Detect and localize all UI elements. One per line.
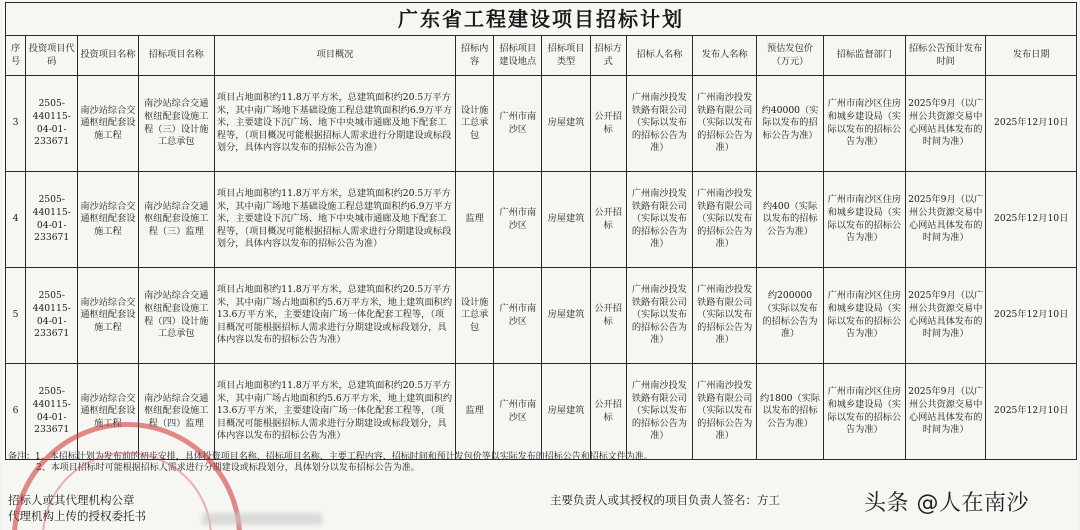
cell-date: 2025年12月10日 <box>986 268 1077 364</box>
table-row <box>6 76 1077 172</box>
column-header: 发布人名称 <box>693 36 757 76</box>
cell-method: 公开招标 <box>590 172 626 268</box>
column-header: 预估发包价（万元） <box>757 36 823 76</box>
cell-tender-name: 南沙站综合交通枢纽配套设施工程（三）设计施工总承包 <box>138 76 214 172</box>
cell-overview: 项目占地面积约11.8万平方米，总建筑面积约20.5万平方米，其中南广场占地面积约5.6万平方米，地上建筑面积约13.6万平方米，主要建设南广场一体化配套工程等，（项目概况可能根据招标人需求进行分期建设或标段划分，具体内容以发布的招标公告为准） <box>214 268 455 364</box>
cell-method: 公开招标 <box>590 76 626 172</box>
column-header: 项目概况 <box>214 36 455 76</box>
notes-block <box>8 452 653 474</box>
note-1: 1、本招标计划为发布前的初步安排，具体投资项目名称、招标项目名称、主要工程内容、招标时间和预计发包价等以实际发布的招标公告和招标文件为准。 <box>35 452 653 462</box>
cell-project-name: 南沙站综合交通枢纽配套设施工程 <box>78 364 138 460</box>
cell-price: 约1800（实际以发布的招标公告为准） <box>757 364 823 460</box>
seal-caption: 招标人或其代理机构公章 <box>8 493 135 507</box>
cell-code: 2505-440115-04-01-233671 <box>26 172 78 268</box>
cell-publisher: 广州南沙投发铁路有限公司（实际以发布的招标公告为准） <box>693 268 757 364</box>
cell-code: 2505-440115-04-01-233671 <box>26 268 78 364</box>
column-header: 投资项目名称 <box>78 36 138 76</box>
cell-overview: 项目占地面积约11.8万平方米，总建筑面积约20.5万平方米，其中南广场地下基础设施工程总建筑面积约6.9万平方米，主要建设下沉广场、地下中央城市通廊及地下配套工程等，（项目概况可能根据招标人需求进行分期建设或标段划分，具体内容以发布的招标公告为准） <box>214 172 455 268</box>
cell-supervisor: 广州市南沙区住房和城乡建设局（实际以发布的招标公告为准） <box>823 76 905 172</box>
cell-content: 监理 <box>456 172 494 268</box>
column-header: 招标项目名称 <box>138 36 214 76</box>
cell-code: 2505-440115-04-01-233671 <box>26 364 78 460</box>
cell-announce-time: 2025年9月（以广州公共资源交易中心网站具体发布的时间为准） <box>906 364 986 460</box>
cell-announce-time: 2025年9月（以广州公共资源交易中心网站具体发布的时间为准） <box>906 268 986 364</box>
redacted-area <box>202 513 322 525</box>
cell-type: 房屋建筑 <box>542 172 590 268</box>
cell-tender-name: 南沙站综合交通枢纽配套设施工程（四）设计施工总承包 <box>138 268 214 364</box>
cell-tenderer: 广州南沙投发铁路有限公司（实际以发布的招标公告为准） <box>626 76 692 172</box>
cell-announce-time: 2025年9月（以广州公共资源交易中心网站具体发布的时间为准） <box>906 172 986 268</box>
cell-code: 2505-440115-04-01-233671 <box>26 76 78 172</box>
cell-overview: 项目占地面积约11.8万平方米，总建筑面积约20.5万平方米，其中南广场地下基础设施工程总建筑面积约6.9万平方米，主要建设下沉广场、地下中央城市通廊及地下配套工程等，（项目概况可能根据招标人需求进行分期建设或标段划分，具体内容以发布的招标公告为准） <box>214 76 455 172</box>
page-title: 广东省工程建设项目招标计划 <box>6 3 1077 36</box>
column-header: 招标项目类型 <box>542 36 590 76</box>
watermark: 头条 @人在南沙 <box>864 491 1029 516</box>
cell-publisher: 广州南沙投发铁路有限公司（实际以发布的招标公告为准） <box>693 76 757 172</box>
cell-project-name: 南沙站综合交通枢纽配套设施工程 <box>78 172 138 268</box>
cell-content: 设计施工总承包 <box>456 76 494 172</box>
column-header: 序号 <box>6 36 26 76</box>
cell-date: 2025年12月10日 <box>986 172 1077 268</box>
column-header: 招标人名称 <box>626 36 692 76</box>
column-header: 招标内容 <box>456 36 494 76</box>
cell-content: 设计施工总承包 <box>456 268 494 364</box>
tender-plan-table <box>5 2 1077 460</box>
cell-location: 广州市南沙区 <box>494 172 542 268</box>
cell-location: 广州市南沙区 <box>494 76 542 172</box>
cell-overview: 项目占地面积约11.8万平方米，总建筑面积约20.5万平方米，其中南广场占地面积约5.6万平方米，地上建筑面积约13.6万平方米，主要建设南广场一体化配套工程等，（项目概况可能根据招标人需求进行分期建设或标段划分，具体内容以发布的招标公告为准） <box>214 364 455 460</box>
cell-price: 约40000（实际以发布的招标公告为准） <box>757 76 823 172</box>
column-header: 招标项目建设地点 <box>494 36 542 76</box>
cell-type: 房屋建筑 <box>542 76 590 172</box>
signature-line: 主要负责人或其授权的项目负责人签名：方工 <box>550 493 780 507</box>
cell-location: 广州市南沙区 <box>494 268 542 364</box>
table-row <box>6 364 1077 460</box>
cell-supervisor: 广州市南沙区住房和城乡建设局（实际以发布的招标公告为准） <box>823 268 905 364</box>
cell-no: 5 <box>6 268 26 364</box>
cell-method: 公开招标 <box>590 364 626 460</box>
note-2: 2、本项目招标时可能根据招标人需求进行分期建设或标段划分，具体划分以发布招标公告为准。 <box>36 463 420 473</box>
cell-type: 房屋建筑 <box>542 364 590 460</box>
cell-method: 公开招标 <box>590 268 626 364</box>
authorization-caption: 代理机构上传的授权委托书 <box>8 509 146 523</box>
column-header: 招标公告预计发布时间 <box>906 36 986 76</box>
cell-tenderer: 广州南沙投发铁路有限公司（实际以发布的招标公告为准） <box>626 268 692 364</box>
notes-label: 备注： <box>8 452 36 462</box>
column-header: 招标监督部门 <box>823 36 905 76</box>
document-sheet <box>2 0 1078 530</box>
column-header: 发布日期 <box>986 36 1077 76</box>
cell-tender-name: 南沙站综合交通枢纽配套设施工程（四）监理 <box>138 364 214 460</box>
cell-no: 4 <box>6 172 26 268</box>
cell-tender-name: 南沙站综合交通枢纽配套设施工程（三）监理 <box>138 172 214 268</box>
cell-announce-time: 2025年9月（以广州公共资源交易中心网站具体发布的时间为准） <box>906 76 986 172</box>
cell-content: 监理 <box>456 364 494 460</box>
cell-date: 2025年12月10日 <box>986 364 1077 460</box>
cell-project-name: 南沙站综合交通枢纽配套设施工程 <box>78 76 138 172</box>
cell-tenderer: 广州南沙投发铁路有限公司（实际以发布的招标公告为准） <box>626 172 692 268</box>
table-header-row <box>6 36 1077 76</box>
cell-publisher: 广州南沙投发铁路有限公司（实际以发布的招标公告为准） <box>693 172 757 268</box>
table-row <box>6 268 1077 364</box>
column-header: 投资项目代码 <box>26 36 78 76</box>
cell-project-name: 南沙站综合交通枢纽配套设施工程 <box>78 268 138 364</box>
cell-tenderer: 广州南沙投发铁路有限公司（实际以发布的招标公告为准） <box>626 364 692 460</box>
cell-supervisor: 广州市南沙区住房和城乡建设局（实际以发布的招标公告为准） <box>823 172 905 268</box>
footer-left <box>8 492 146 524</box>
table-row <box>6 172 1077 268</box>
cell-price: 约200000（实际以发布的招标公告为准） <box>757 268 823 364</box>
cell-type: 房屋建筑 <box>542 268 590 364</box>
cell-no: 6 <box>6 364 26 460</box>
cell-location: 广州市南沙区 <box>494 364 542 460</box>
column-header: 招标方式 <box>590 36 626 76</box>
cell-no: 3 <box>6 76 26 172</box>
cell-price: 约400（实际以发布的招标公告为准） <box>757 172 823 268</box>
cell-publisher: 广州南沙投发铁路有限公司（实际以发布的招标公告为准） <box>693 364 757 460</box>
cell-supervisor: 广州市南沙区住房和城乡建设局（实际以发布的招标公告为准） <box>823 364 905 460</box>
cell-date: 2025年12月10日 <box>986 76 1077 172</box>
